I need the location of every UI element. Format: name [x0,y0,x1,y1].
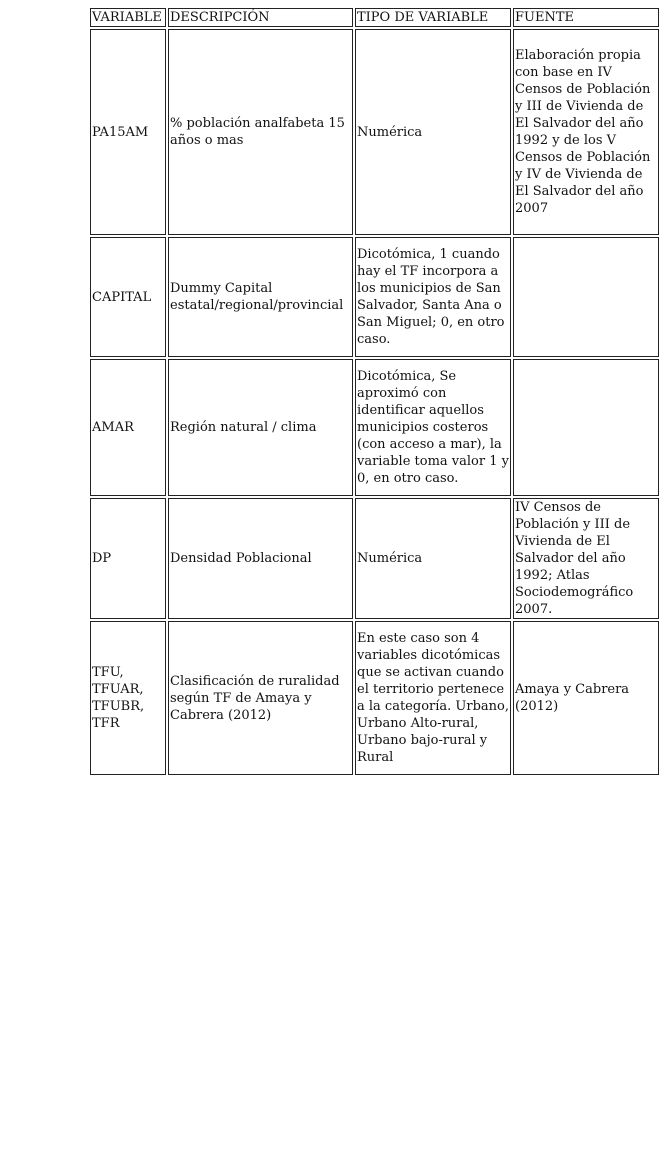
cell-fuente: IV Censos de Población y III de Vivienda de El Salvador del año 1992; Atlas Sociodemográfico 2007. [513,498,659,619]
table-row [90,29,659,235]
cell-tipo: Numérica [355,29,511,235]
table-row [90,237,659,357]
cell-fuente [513,359,659,496]
table-row [90,359,659,496]
cell-fuente: Amaya y Cabrera (2012) [513,621,659,775]
cell-variable: DP [90,498,166,619]
cell-descripcion: Densidad Poblacional [168,498,353,619]
cell-descripcion: Clasificación de ruralidad según TF de Amaya y Cabrera (2012) [168,621,353,775]
cell-fuente: Elaboración propia con base en IV Censos de Población y III de Vivienda de El Salvador del año 1992 y de los V Censos de Población y IV de Vivienda de El Salvador del año 2007 [513,29,659,235]
cell-variable: TFU, TFUAR, TFUBR, TFR [90,621,166,775]
cell-tipo: Dicotómica, Se aproximó con identificar aquellos municipios costeros (con acceso a mar), la variable toma valor 1 y 0, en otro caso. [355,359,511,496]
cell-tipo: Numérica [355,498,511,619]
header-tipo: TIPO DE VARIABLE [355,8,511,27]
cell-variable: CAPITAL [90,237,166,357]
header-fuente: FUENTE [513,8,659,27]
table-row [90,621,659,775]
table-header-row [90,8,659,27]
table-row [90,498,659,619]
cell-fuente [513,237,659,357]
cell-tipo: En este caso son 4 variables dicotómicas que se activan cuando el territorio pertenece a la categoría. Urbano, Urbano Alto-rural, Urbano bajo-rural y Rural [355,621,511,775]
cell-tipo: Dicotómica, 1 cuando hay el TF incorpora a los municipios de San Salvador, Santa Ana o San Miguel; 0, en otro caso. [355,237,511,357]
variables-table [88,6,661,777]
header-variable: VARIABLE [90,8,166,27]
cell-descripcion: Dummy Capital estatal/regional/provincial [168,237,353,357]
cell-descripcion: Región natural / clima [168,359,353,496]
header-descripcion: DESCRIPCIÓN [168,8,353,27]
cell-descripcion: % población analfabeta 15 años o mas [168,29,353,235]
cell-variable: AMAR [90,359,166,496]
cell-variable: PA15AM [90,29,166,235]
